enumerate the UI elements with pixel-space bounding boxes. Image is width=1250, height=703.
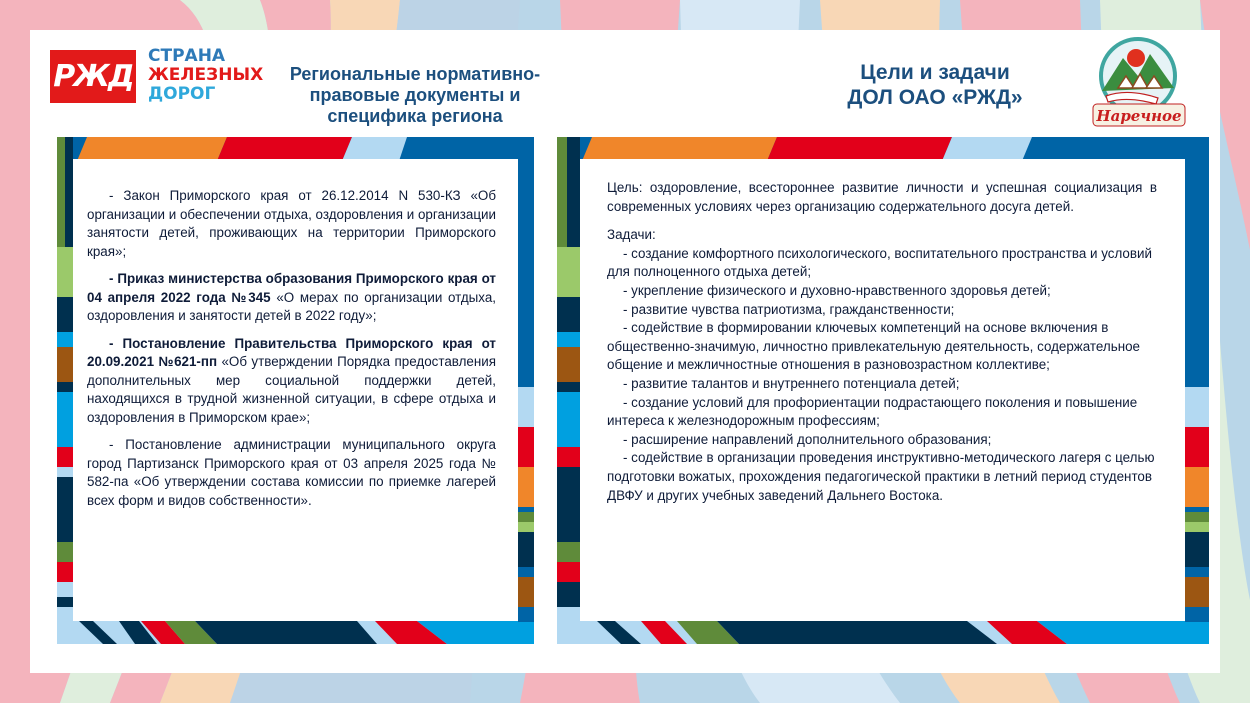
brand-line-2: ЖЕЛЕЗНЫХ	[148, 65, 264, 85]
task-item: - создание комфортного психологического, воспитательного пространства и условий для полноценного отдыха детей;	[607, 245, 1152, 280]
task-item: - развитие талантов и внутреннего потенциала детей;	[623, 375, 960, 391]
document-item: - Постановление Правительства Приморского края от 20.09.2021 №621-пп «Об утверждении Порядка предоставления дополнительных мер социальной поддержки детей, находящихся в трудной жизненной ситуации, в сфере отдыха и оздоровления в Приморском крае»;	[87, 335, 496, 425]
left-section-title: Региональные нормативно-правовые документы и специфика региона	[289, 64, 541, 126]
brand-line-1: СТРАНА	[148, 46, 226, 66]
right-title-line-2: ДОЛ ОАО «РЖД»	[847, 86, 1023, 109]
document-item: - Приказ министерства образования Приморского края от 04 апреля 2022 года №345 «О мерах по организации отдыха, оздоровления и занятости детей в 2022 году»;	[87, 271, 496, 323]
documents-content	[73, 159, 518, 621]
task-item: - содействие в организации проведения инструктивно-методического лагеря с целью подготовки вожатых, прохождения педагогической практики в летний период студентов ДВФУ и других учебных заведений Дальнего Востока.	[607, 450, 1155, 503]
brand-name	[148, 47, 263, 104]
document-item: - Закон Приморского края от 26.12.2014 N 530-КЗ «Об организации и обеспечении отдыха, оздоровления и организации занятости детей, проживающих на территории Приморского края»;	[87, 188, 496, 259]
goals-and-tasks	[607, 179, 1157, 505]
task-item: - содействие в формировании ключевых компетенций на основе включения в общественно-значимую, личностно привлекательную деятельность, содержательное общение и межличностные отношения в разновозрастном коллективе;	[607, 320, 1140, 373]
documents-list	[87, 187, 496, 519]
brand-line-3: ДОРОГ	[148, 84, 216, 104]
task-item: - развитие чувства патриотизма, гражданственности;	[623, 301, 955, 317]
camp-logo	[1088, 36, 1190, 132]
camp-logo-text: Наречное	[1096, 107, 1182, 125]
document-item: - Постановление администрации муниципального округа город Партизанск Приморского края от 03 апреля 2025 года № 582-па «Об утверждении состава комиссии по приемке лагерей всех форм и видов собственности».	[87, 437, 496, 508]
task-item: - расширение направлений дополнительного образования;	[623, 431, 992, 447]
task-item: - укрепление физического и духовно-нравственного здоровья детей;	[623, 282, 1051, 298]
task-item: - создание условий для профориентации подрастающего поколения и повышение интереса к железнодорожным профессиям;	[607, 394, 1138, 429]
rzd-logo-text: РЖД	[53, 59, 133, 94]
tasks-heading: Задачи:	[607, 227, 656, 243]
goal-statement: Цель: оздоровление, всестороннее развитие личности и успешная социализация в современных условиях через организацию содержательного досуга детей.	[607, 180, 1157, 214]
rzd-logo	[50, 50, 136, 103]
right-section-title	[820, 60, 1050, 110]
documents-panel	[57, 137, 534, 644]
goals-content	[580, 159, 1185, 621]
goals-panel	[557, 137, 1209, 644]
right-title-line-1: Цели и задачи	[860, 61, 1010, 84]
